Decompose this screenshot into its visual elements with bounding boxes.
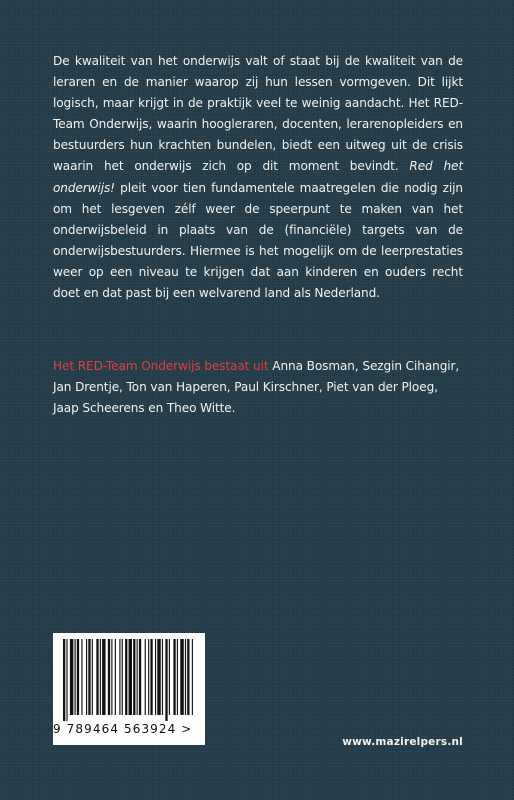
team-lead-text: Het RED-Team Onderwijs bestaat uit: [53, 359, 269, 373]
blurb-text-part2: pleit voor tien fundamentele maatregelen die nodig zijn om het lesgeven zélf weer de speerpunt te maken van het onderwijsbeleid in plaats van de (financiële) targets van de onderwijsbestuurders. Hiermee is het mogelijk om de leerprestaties weer op een niveau te krijgen dat aan kinderen en ouders recht doet en dat past bij een welvarend land als Nederland.: [53, 180, 463, 301]
isbn-number: 9 789464 563924 >: [53, 722, 193, 736]
blurb-text-part1: De kwaliteit van het onderwijs valt of staat bij de kwaliteit van de leraren en de manier waarop zij hun lessen vormgeven. Dit lijkt logisch, maar krijgt in de praktijk veel te weinig aandacht. Het RED-Team Onderwijs, waarin hoogleraren, docenten, lerarenopleiders en bestuurders hun krachten bundelen, biedt een uitweg uit de crisis waarin het onderwijs zich op dit moment bevindt.: [53, 54, 463, 174]
publisher-website: www.mazirelpers.nl: [342, 736, 463, 748]
team-members-paragraph: [53, 356, 463, 419]
back-cover-blurb: [53, 51, 463, 304]
book-title-inline: Red het onderwijs!: [53, 159, 464, 195]
team-members-list: Anna Bosman, Sezgin Cihangir, Jan Drentje, Ton van Haperen, Paul Kirschner, Piet van der Ploeg, Jaap Scheerens en Theo Witte.: [53, 359, 460, 416]
